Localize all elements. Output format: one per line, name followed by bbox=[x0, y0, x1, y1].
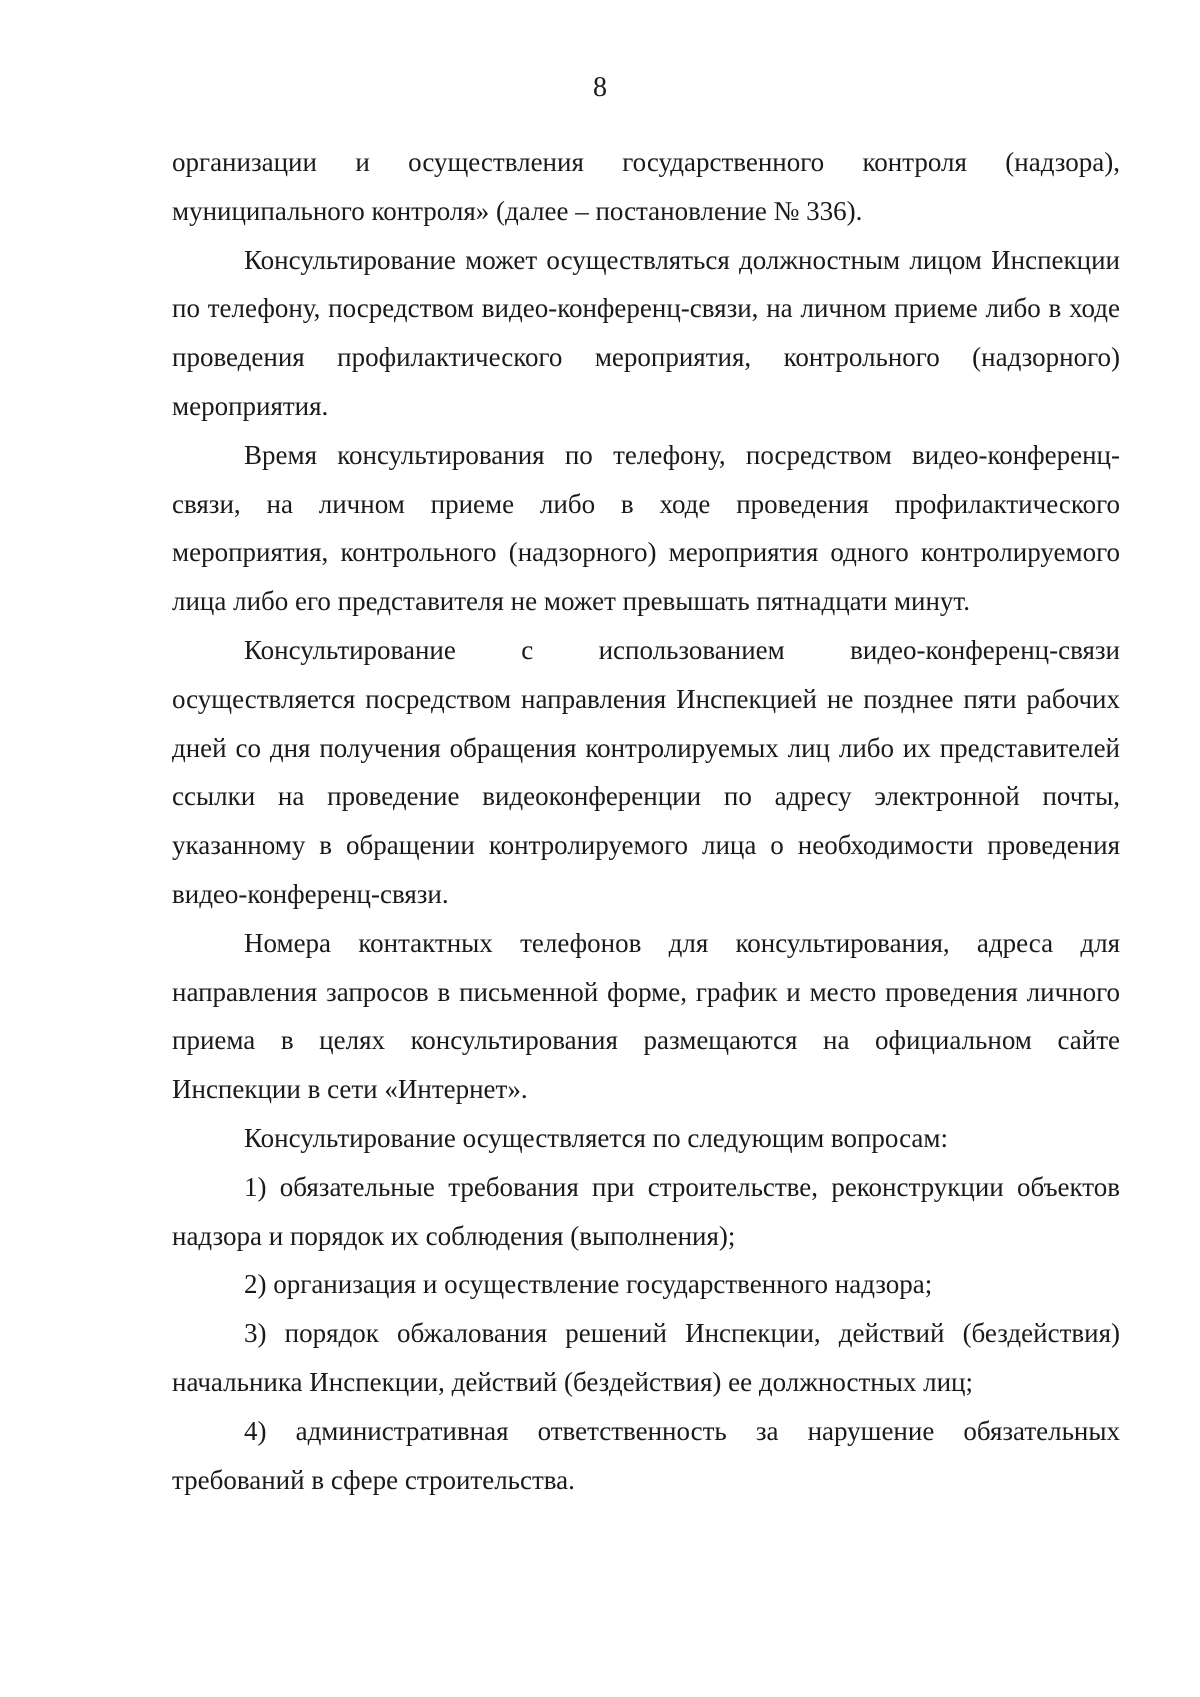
paragraph-video-conference: Консультирование с использованием видео-конференц-связи осуществляется посредством направления Инспекцией не позднее пяти рабочих дней со дня получения обращения контролируемых лиц либо их представителей ссылки на проведение видеоконференции по адресу электронной почты, указанному в обращении контролируемого лица о необходимости проведения видео-конференц-связи. bbox=[172, 634, 1120, 909]
paragraph-contact-info: Номера контактных телефонов для консультирования, адреса для направления запросов в письменной форме, график и место проведения личного приема в целях консультирования размещаются на официальном сайте Инспекции в сети «Интернет». bbox=[172, 927, 1120, 1105]
document-body bbox=[172, 138, 1120, 1504]
list-item-3: 3) порядок обжалования решений Инспекции, действий (бездействия) начальника Инспекции, действий (бездействия) ее должностных лиц; bbox=[172, 1318, 1120, 1397]
list-item-1: 1) обязательные требования при строительстве, реконструкции объектов надзора и порядок их соблюдения (выполнения); bbox=[172, 1171, 1120, 1251]
list-item-2: 2) организация и осуществление государственного надзора; bbox=[244, 1269, 933, 1300]
page-number: 8 bbox=[593, 72, 607, 103]
paragraph-consultation-topics-intro: Консультирование осуществляется по следующим вопросам: bbox=[244, 1122, 948, 1153]
paragraph-consultation-methods: Консультирование может осуществляться должностным лицом Инспекции по телефону, посредством видео-конференц-связи, на личном приеме либо в ходе проведения профилактического мероприятия, контрольного (надзорного) мероприятия. bbox=[172, 244, 1120, 421]
paragraph-consultation-time: Время консультирования по телефону, посредством видео-конференц-связи, на личном приеме либо в ходе проведения профилактического мероприятия, контрольного (надзорного) мероприятия одного контролируемого лица либо его представителя не может превышать пятнадцати минут. bbox=[172, 439, 1120, 617]
paragraph-continuation: организации и осуществления государственного контроля (надзора), муниципального контроля» (далее – постановление № 336). bbox=[172, 147, 1120, 226]
list-item-4: 4) административная ответственность за нарушение обязательных требований в сфере строительства. bbox=[172, 1415, 1120, 1495]
